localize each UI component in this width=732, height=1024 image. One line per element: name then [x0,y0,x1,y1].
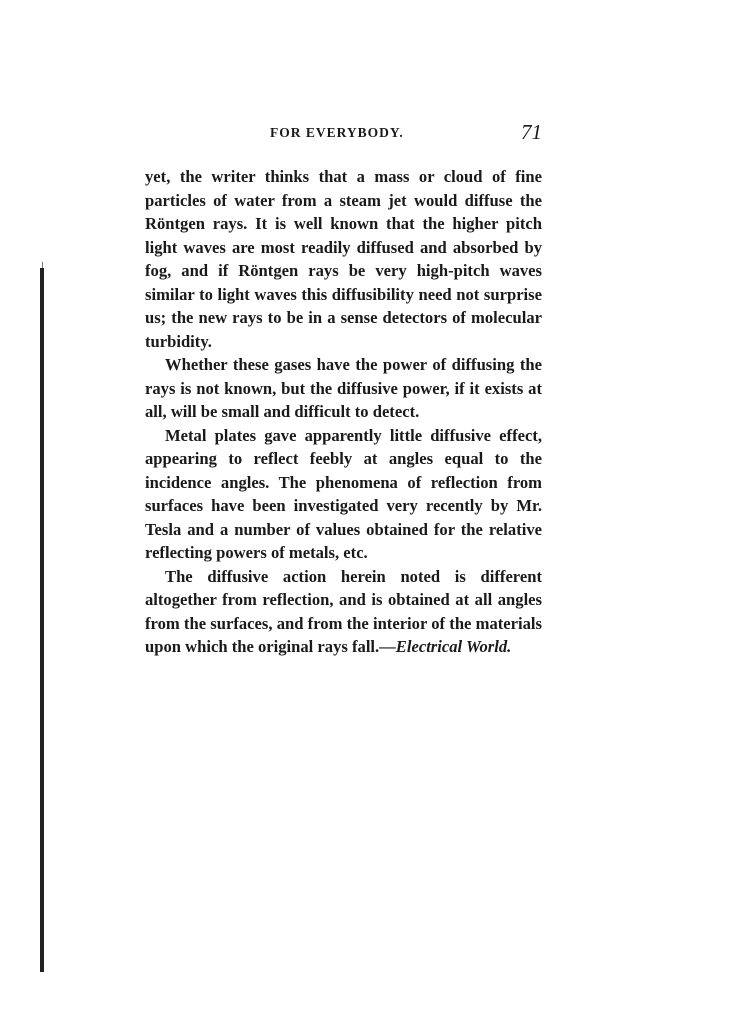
paragraph-3: Metal plates gave apparently little diffusive effect, appearing to reflect feebly at angles equal to the incidence angles. The phenomena of reflection from surfaces have been investigated very recently by Mr. Tesla and a number of values obtained for the relative reflecting powers of metals, etc. [145,425,542,562]
paragraph-2: Whether these gases have the power of diffusing the rays is not known, but the diffusive power, if it exists at all, will be small and difficult to detect. [145,355,542,421]
paragraph-4 [145,565,542,659]
source-citation: Electrical World. [395,637,512,656]
page-header [145,122,542,146]
page-number: 71 [521,120,542,144]
paragraph-1: yet, the writer thinks that a mass or cloud of fine particles of water from a steam jet would diffuse the Röntgen rays. It is well known that the higher pitch light waves are most readily diffused and absorbed by fog, and if Röntgen rays be very high-pitch waves similar to light waves this diffusibility need not surprise us; the new rays to be in a sense detectors of molecular turbidity. [145,167,542,351]
paragraph-4-text: The diffusive action herein noted is different altogether from reflection, and is obtained at all angles from the surfaces, and from the interior of the materials upon which the original rays fall.— [145,566,542,656]
body-text [145,165,542,659]
binding-gutter-line [40,268,44,972]
running-head: FOR EVERYBODY. [270,125,404,140]
